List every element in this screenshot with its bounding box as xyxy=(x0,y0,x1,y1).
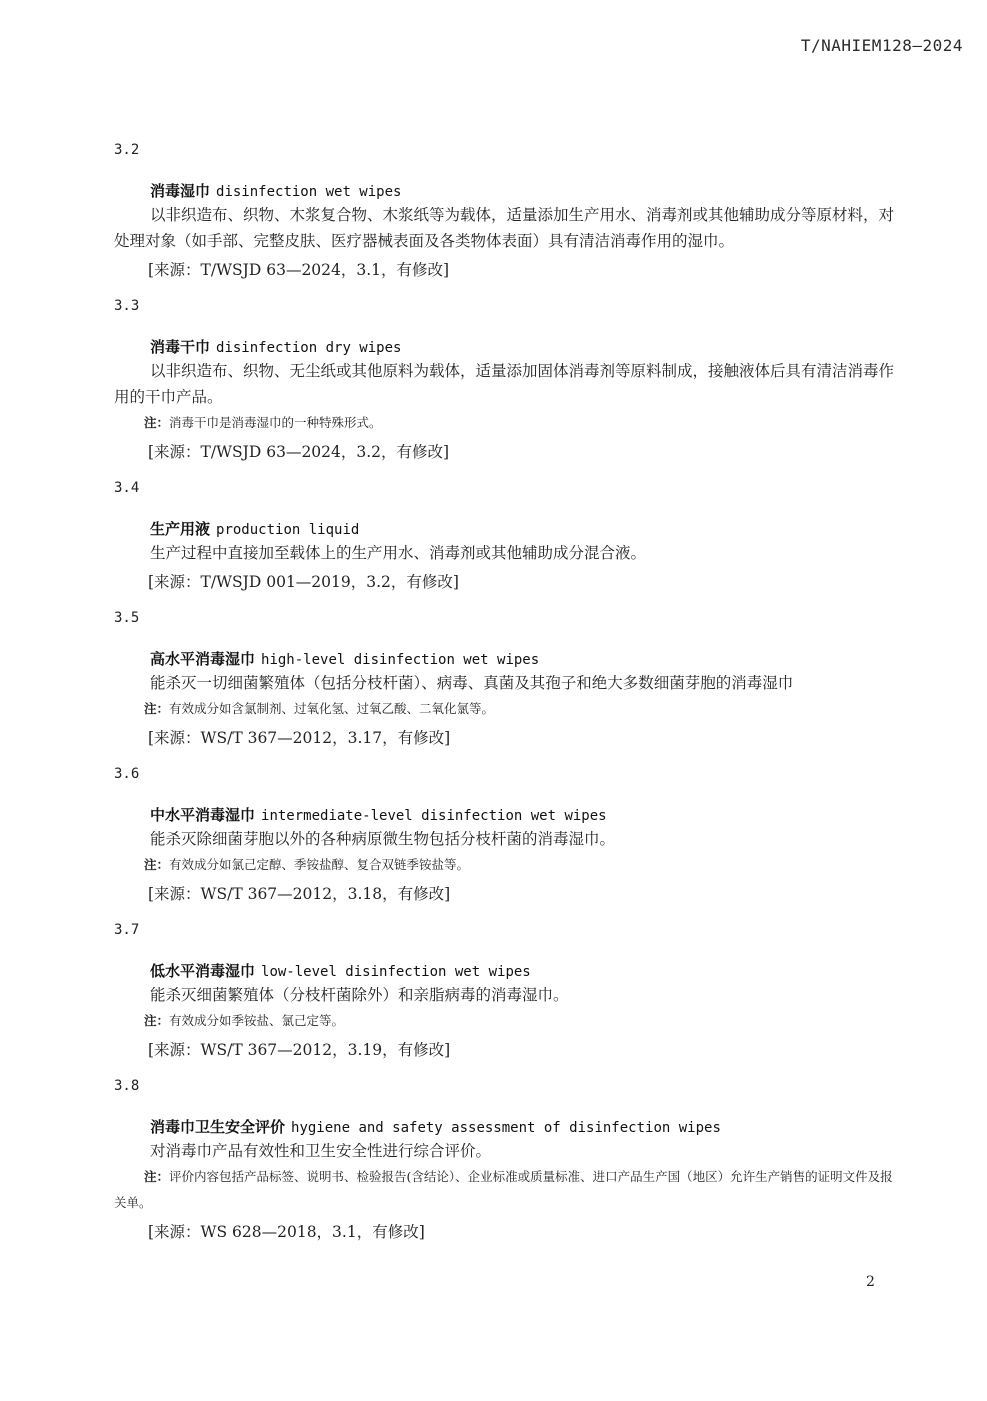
term-note xyxy=(144,852,896,878)
note-label: 注： xyxy=(144,701,170,716)
term-note xyxy=(144,410,896,436)
term-title xyxy=(150,336,401,357)
term-source: [来源：WS/T 367—2012，3.19，有修改] xyxy=(148,1041,451,1059)
clause-number: 3.4 xyxy=(114,480,140,496)
term-title xyxy=(150,648,539,669)
term-en: disinfection wet wipes xyxy=(216,184,402,200)
clause-number: 3.5 xyxy=(114,610,140,626)
term-definition: 以非织造布、织物、木浆复合物、木浆纸等为载体，适量添加生产用水、消毒剂或其他辅助成分等原材料，对处理对象（如手部、完整皮肤、医疗器械表面及各类物体表面）具有清洁消毒作用的湿巾。 xyxy=(114,206,895,250)
clause-number: 3.2 xyxy=(114,142,140,158)
term-definition: 以非织造布、织物、无尘纸或其他原料为载体，适量添加固体消毒剂等原料制成，接触液体后具有清洁消毒作用的干巾产品。 xyxy=(114,362,895,406)
term-zh: 生产用液 xyxy=(150,520,211,538)
note-text: 消毒干巾是消毒湿巾的一种特殊形式。 xyxy=(169,415,382,430)
term-definition: 生产过程中直接加至载体上的生产用水、消毒剂或其他辅助成分混合液。 xyxy=(150,544,647,562)
term-zh: 中水平消毒湿巾 xyxy=(150,806,256,824)
note-label: 注： xyxy=(144,1013,170,1028)
term-source: [来源：T/WSJD 001—2019，3.2，有修改] xyxy=(148,573,459,591)
term-note xyxy=(144,1008,896,1034)
term-en: low-level disinfection wet wipes xyxy=(261,964,531,980)
term-definition: 对消毒巾产品有效性和卫生安全性进行综合评价。 xyxy=(150,1142,492,1160)
term-note xyxy=(114,1164,896,1216)
document-code-header: T/NAHIEM128—2024 xyxy=(800,36,963,55)
page-number: 2 xyxy=(866,1274,875,1290)
term-title xyxy=(150,180,401,201)
term-source: [来源：T/WSJD 63—2024，3.2，有修改] xyxy=(148,443,450,461)
term-zh: 低水平消毒湿巾 xyxy=(150,962,256,980)
note-label: 注： xyxy=(144,857,170,872)
term-source: [来源：T/WSJD 63—2024，3.1，有修改] xyxy=(148,261,450,279)
term-definition: 能杀灭一切细菌繁殖体（包括分枝杆菌）、病毒、真菌及其孢子和绝大多数细菌芽胞的消毒湿巾 xyxy=(150,674,794,692)
note-text: 有效成分如季铵盐、氯己定等。 xyxy=(169,1013,345,1028)
term-zh: 消毒湿巾 xyxy=(150,182,211,200)
term-en: intermediate-level disinfection wet wipes xyxy=(261,808,607,824)
term-zh: 消毒干巾 xyxy=(150,338,211,356)
clause-number: 3.7 xyxy=(114,922,140,938)
clause-number: 3.6 xyxy=(114,766,140,782)
term-en: hygiene and safety assessment of disinfection wipes xyxy=(291,1120,721,1136)
term-en: high-level disinfection wet wipes xyxy=(261,652,540,668)
term-title xyxy=(150,960,531,981)
term-definition: 能杀灭除细菌芽胞以外的各种病原微生物包括分枝杆菌的消毒湿巾。 xyxy=(150,830,616,848)
term-en: disinfection dry wipes xyxy=(216,340,402,356)
clause-number: 3.8 xyxy=(114,1078,140,1094)
term-definition: 能杀灭细菌繁殖体（分枝杆菌除外）和亲脂病毒的消毒湿巾。 xyxy=(150,986,569,1004)
term-title xyxy=(150,518,359,539)
note-text: 评价内容包括产品标签、说明书、检验报告(含结论）、企业标准或质量标准、进口产品生产国（地区）允许生产销售的证明文件及报关单。 xyxy=(114,1169,893,1210)
clause-number: 3.3 xyxy=(114,298,140,314)
term-source: [来源：WS 628—2018，3.1，有修改] xyxy=(148,1223,425,1241)
note-label: 注： xyxy=(144,1169,170,1184)
term-source: [来源：WS/T 367—2012，3.18，有修改] xyxy=(148,885,451,903)
term-zh: 高水平消毒湿巾 xyxy=(150,650,256,668)
note-label: 注： xyxy=(144,415,170,430)
term-title xyxy=(150,1116,721,1137)
term-source: [来源：WS/T 367—2012，3.17，有修改] xyxy=(148,729,451,747)
note-text: 有效成分如氯己定醇、季铵盐醇、复合双链季铵盐等。 xyxy=(169,857,470,872)
note-text: 有效成分如含氯制剂、过氧化氢、过氧乙酸、二氧化氯等。 xyxy=(169,701,495,716)
term-title xyxy=(150,804,607,825)
term-note xyxy=(144,696,896,722)
term-en: production liquid xyxy=(216,522,360,538)
term-zh: 消毒巾卫生安全评价 xyxy=(150,1118,286,1136)
